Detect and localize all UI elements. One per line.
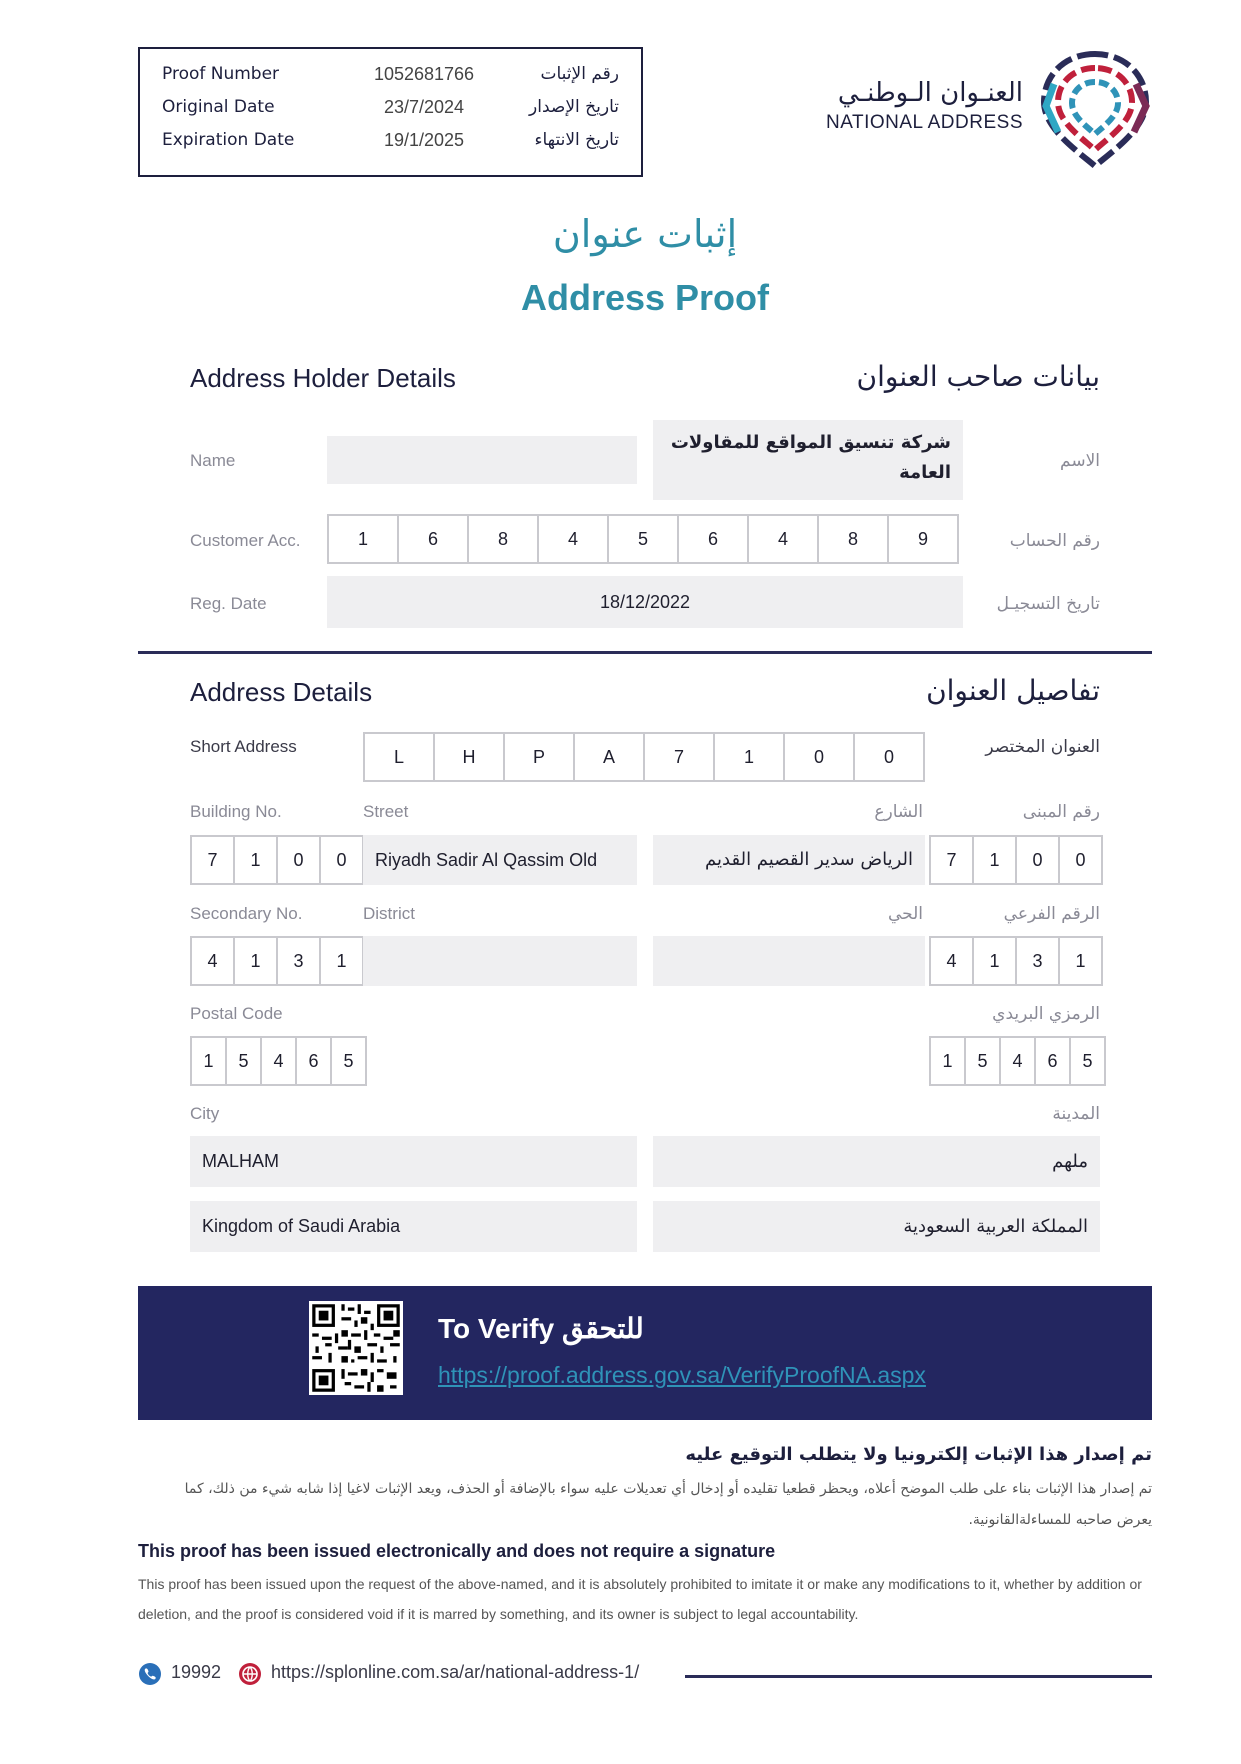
title-en: Address Proof	[520, 277, 770, 318]
section-divider	[138, 651, 1152, 654]
district-field-en	[363, 936, 637, 986]
acc-digit: 4	[747, 514, 819, 564]
secondary-label-ar: الرقم الفرعي	[1003, 904, 1100, 924]
logo-text-ar: العنـوان الـوطنـي	[837, 78, 1023, 108]
proof-number-label: Proof Number	[162, 64, 280, 84]
verify-title-en: To Verify	[438, 1313, 555, 1344]
footer-line	[685, 1675, 1152, 1678]
footer-phone[interactable]: 19992	[171, 1662, 222, 1682]
expiration-date-row	[140, 130, 641, 162]
short-address-cells	[363, 732, 923, 782]
postal-digit: 5	[330, 1036, 367, 1086]
note-title-en: This proof has been issued electronically and does not require a signature	[138, 1541, 776, 1561]
globe-icon	[238, 1662, 262, 1686]
name-field-en	[327, 436, 637, 484]
secondary-digit-ar: 3	[1015, 936, 1060, 986]
secondary-digit-ar: 1	[972, 936, 1017, 986]
building-digit-ar: 7	[929, 835, 974, 885]
postal-digit-ar: 6	[1034, 1036, 1071, 1086]
street-label-ar: الشارع	[874, 802, 923, 822]
acc-digit: 8	[817, 514, 889, 564]
city-value-ar: ملهم	[1052, 1151, 1088, 1172]
building-cells-ar	[929, 835, 1101, 885]
street-label: Street	[363, 802, 409, 821]
name-value-ar-line1: شركة تنسيق المواقع للمقاولات	[670, 432, 951, 453]
secondary-digit: 3	[276, 936, 321, 986]
original-date-value: 23/7/2024	[383, 97, 465, 117]
verify-title	[438, 1312, 644, 1345]
proof-number-value: 1052681766	[373, 64, 475, 84]
country-field-en	[190, 1201, 637, 1252]
secondary-digit-ar: 4	[929, 936, 974, 986]
city-field-en	[190, 1136, 637, 1187]
short-address-char: 7	[643, 732, 715, 782]
short-address-char: A	[573, 732, 645, 782]
national-address-logo-icon	[1036, 46, 1154, 170]
verify-title-ar: للتحقق	[561, 1313, 644, 1344]
phone-icon	[138, 1662, 162, 1686]
secondary-label: Secondary No.	[190, 904, 303, 923]
address-heading-ar: تفاصيل العنوان	[926, 674, 1100, 707]
postal-code-label: Postal Code	[190, 1004, 283, 1023]
district-field-ar	[653, 936, 925, 986]
district-label-ar: الحي	[887, 904, 923, 924]
name-value-ar-line2: العامة	[899, 462, 951, 483]
city-label-ar: المدينة	[1052, 1104, 1100, 1124]
acc-digit: 5	[607, 514, 679, 564]
postal-digit: 5	[225, 1036, 262, 1086]
reg-date-label: Reg. Date	[190, 594, 267, 613]
building-label-ar: رقم المبنى	[1022, 802, 1100, 822]
secondary-digit: 1	[233, 936, 278, 986]
holder-heading-en: Address Holder Details	[190, 363, 456, 393]
proof-number-label-ar: رقم الإثبات	[540, 64, 619, 84]
postal-code-label-ar: الرمزي البريدي	[992, 1004, 1100, 1024]
note-title-ar: تم إصدار هذا الإثبات إلكترونيا ولا يتطلب التوقيع عليه	[685, 1444, 1152, 1465]
city-label: City	[190, 1104, 220, 1123]
postal-cells-ar	[929, 1036, 1104, 1086]
name-label-ar: الاسم	[1060, 451, 1100, 471]
street-value-en: Riyadh Sadir Al Qassim Old	[375, 850, 598, 870]
postal-cells-en	[190, 1036, 365, 1086]
address-heading-en: Address Details	[190, 677, 373, 707]
postal-digit-ar: 5	[964, 1036, 1001, 1086]
city-field-ar	[653, 1136, 1100, 1187]
building-digit: 7	[190, 835, 235, 885]
building-digit: 0	[319, 835, 364, 885]
acc-digit: 4	[537, 514, 609, 564]
short-address-char: 0	[783, 732, 855, 782]
street-field-en	[363, 835, 637, 885]
holder-heading-ar: بيانات صاحب العنوان	[856, 360, 1100, 393]
acc-digit: 1	[327, 514, 399, 564]
postal-digit-ar: 1	[929, 1036, 966, 1086]
postal-digit: 1	[190, 1036, 227, 1086]
country-value-ar: المملكة العربية السعودية	[903, 1216, 1088, 1237]
name-field-ar	[653, 420, 963, 500]
expiration-date-label: Expiration Date	[162, 130, 295, 150]
country-value-en: Kingdom of Saudi Arabia	[202, 1216, 401, 1236]
postal-digit: 4	[260, 1036, 297, 1086]
verify-qr-code-icon[interactable]	[309, 1301, 403, 1395]
original-date-label: Original Date	[162, 97, 275, 117]
short-address-label: Short Address	[190, 737, 297, 756]
district-label: District	[363, 904, 415, 923]
acc-digit: 6	[677, 514, 749, 564]
note-body-ar: تم إصدار هذا الإثبات بناء على طلب الموضح أعلاه، ويحظر قطعيا تقليده أو إدخال أي تعديلات عليه سواء بالإضافة أو الحذف، ويعد الإثبات لاغيا إذا شابه شيء من ذلك، كما يعرض صاحبه للمساءلةالقانونية.	[184, 1481, 1152, 1528]
name-label: Name	[190, 451, 236, 470]
short-address-char: L	[363, 732, 435, 782]
street-value-ar: الرياض سدير القصيم القديم	[705, 849, 913, 870]
secondary-digit-ar: 1	[1058, 936, 1103, 986]
building-digit-ar: 0	[1058, 835, 1103, 885]
short-address-char: 0	[853, 732, 925, 782]
street-field-ar	[653, 835, 925, 885]
building-digit: 1	[233, 835, 278, 885]
secondary-digit: 1	[319, 936, 364, 986]
building-digit-ar: 1	[972, 835, 1017, 885]
original-date-label-ar: تاريخ الإصدار	[529, 97, 619, 117]
short-address-char: 1	[713, 732, 785, 782]
country-field-ar	[653, 1201, 1100, 1252]
acc-digit: 8	[467, 514, 539, 564]
building-label: Building No.	[190, 802, 282, 821]
customer-acc-cells	[327, 514, 957, 564]
short-address-label-ar: العنوان المختصر	[985, 737, 1100, 757]
reg-date-label-ar: تاريخ التسجيـل	[996, 594, 1100, 614]
footer-url[interactable]: https://splonline.com.sa/ar/national-address-1/	[271, 1662, 640, 1682]
building-cells-en	[190, 835, 362, 885]
proof-info-box	[138, 47, 643, 177]
secondary-cells-en	[190, 936, 362, 986]
title-ar: إثبات عنوان	[552, 212, 738, 256]
postal-digit-ar: 4	[999, 1036, 1036, 1086]
proof-number-row	[140, 64, 641, 96]
city-value-en: MALHAM	[202, 1151, 280, 1171]
postal-digit: 6	[295, 1036, 332, 1086]
short-address-char: H	[433, 732, 505, 782]
verify-link[interactable]: https://proof.address.gov.sa/VerifyProofNA.aspx	[438, 1362, 926, 1388]
logo-text-en: NATIONAL ADDRESS	[826, 112, 1023, 133]
postal-digit-ar: 5	[1069, 1036, 1106, 1086]
acc-digit: 6	[397, 514, 469, 564]
reg-date-field	[327, 576, 963, 628]
expiration-date-label-ar: تاريخ الانتهاء	[534, 130, 619, 150]
building-digit-ar: 0	[1015, 835, 1060, 885]
acc-digit: 9	[887, 514, 959, 564]
verify-banner	[138, 1286, 1152, 1420]
customer-acc-label: Customer Acc.	[190, 531, 301, 550]
reg-date-value: 18/12/2022	[599, 592, 691, 612]
customer-acc-label-ar: رقم الحساب	[1009, 531, 1100, 551]
expiration-date-value: 19/1/2025	[383, 130, 465, 150]
original-date-row	[140, 97, 641, 129]
short-address-char: P	[503, 732, 575, 782]
secondary-cells-ar	[929, 936, 1101, 986]
secondary-digit: 4	[190, 936, 235, 986]
note-body-en: This proof has been issued upon the request of the above-named, and it is absolutely prohibited to imitate it or make any modifications to it, whether by addition or deletion, and the proof is considered void if it is marred by something, and its owner is subject to legal accountability.	[138, 1576, 1142, 1622]
building-digit: 0	[276, 835, 321, 885]
